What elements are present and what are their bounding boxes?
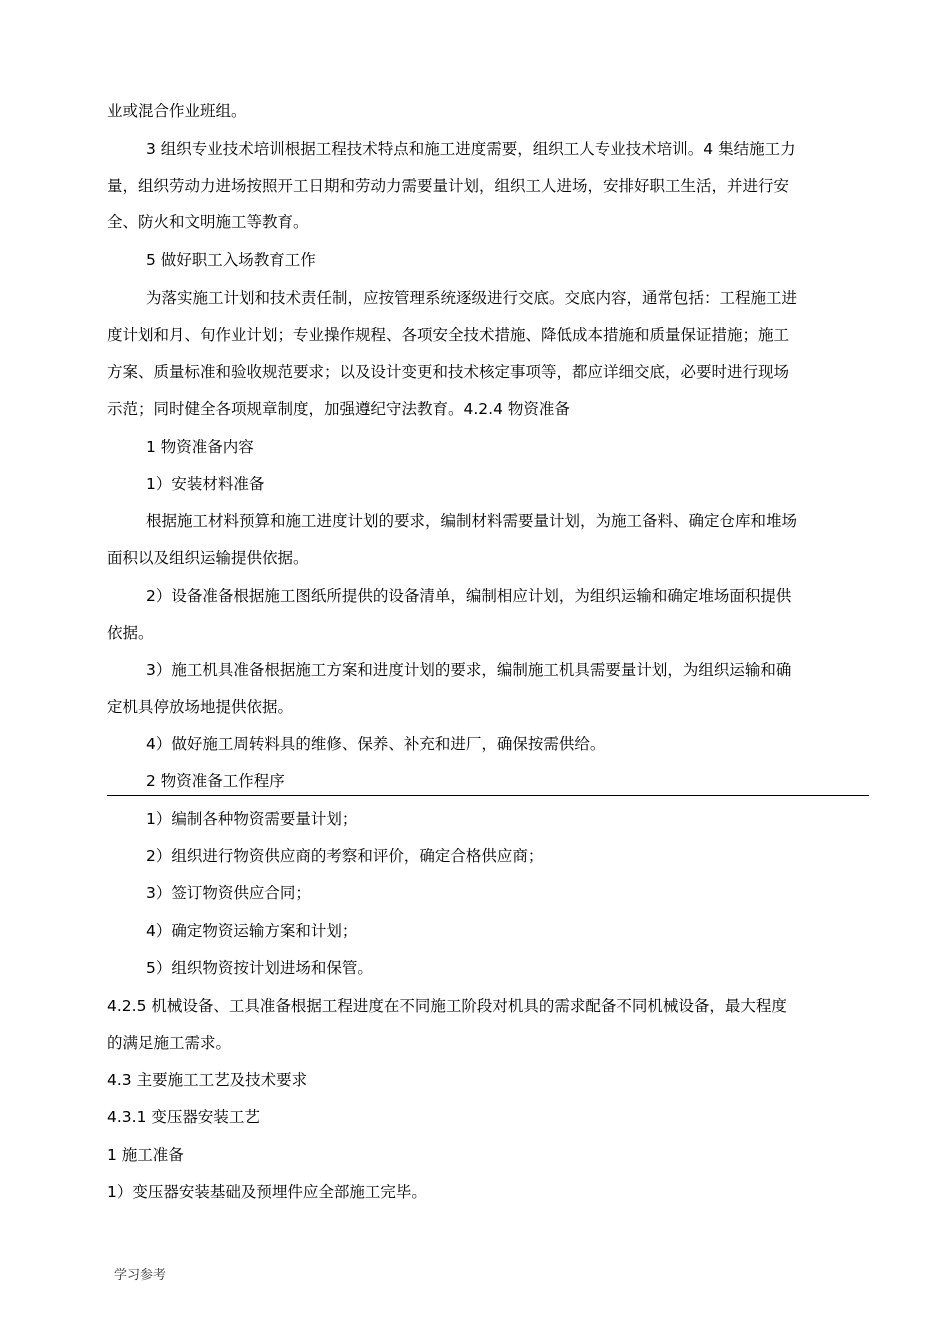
text-line: 4）做好施工周转料具的维修、保养、补充和进厂，确保按需供给。 [146,735,606,753]
text-line: 1）编制各种物资需要量计划； [146,810,358,828]
horizontal-divider [107,795,869,796]
text-line: 面积以及组织运输提供依据。 [107,549,309,567]
text-line: 2）组织进行物资供应商的考察和评价，确定合格供应商； [146,847,544,865]
text-line: 的满足施工需求。 [107,1034,232,1052]
text-line: 4.3 主要施工工艺及技术要求 [107,1071,308,1089]
text-line: 3）施工机具准备根据施工方案和进度计划的要求，编制施工机具需要量计划，为组织运输和确 [146,661,792,679]
text-line: 2）设备准备根据施工图纸所提供的设备清单，编制相应计划，为组织运输和确定堆场面积提供 [146,587,792,605]
text-line: 1）变压器安装基础及预埋件应全部施工完毕。 [107,1183,427,1201]
text-line: 2 物资准备工作程序 [146,772,285,790]
text-line: 1 施工准备 [107,1146,184,1164]
text-line: 全、防火和文明施工等教育。 [107,213,309,231]
text-line: 5）组织物资按计划进场和保管。 [146,959,373,977]
text-line: 4.3.1 变压器安装工艺 [107,1108,260,1126]
text-line: 为落实施工计划和技术责任制，应按管理系统逐级进行交底。交底内容，通常包括：工程施工进 [146,289,798,307]
text-line: 示范；同时健全各项规章制度，加强遵纪守法教育。4.2.4 物资准备 [107,400,570,418]
text-line: 量，组织劳动力进场按照开工日期和劳动力需要量计划，组织工人进场，安排好职工生活，并进行安 [107,177,790,195]
text-line: 定机具停放场地提供依据。 [107,698,294,716]
text-line: 1）安装材料准备 [146,475,265,493]
text-line: 3 组织专业技术培训根据工程技术特点和施工进度需要，组织工人专业技术培训。4 集结施工力 [146,140,796,158]
text-line: 度计划和月、旬作业计划；专业操作规程、各项安全技术措施、降低成本措施和质量保证措施；施工 [107,326,790,344]
text-line: 方案、质量标准和验收规范要求；以及设计变更和技术核定事项等，都应详细交底，必要时进行现场 [107,363,790,381]
text-line: 3）签订物资供应合同； [146,884,311,902]
text-line: 根据施工材料预算和施工进度计划的要求，编制材料需要量计划，为施工备料、确定仓库和堆场 [146,512,798,530]
text-line: 4.2.5 机械设备、工具准备根据工程进度在不同施工阶段对机具的需求配备不同机械设备，最大程度 [107,997,787,1015]
page-footer: 学习参考 [114,1268,167,1283]
text-line: 业或混合作业班组。 [107,102,247,120]
text-line: 1 物资准备内容 [146,438,254,456]
text-line: 依据。 [107,624,154,642]
text-line: 5 做好职工入场教育工作 [146,251,316,269]
text-line: 4）确定物资运输方案和计划； [146,922,358,940]
